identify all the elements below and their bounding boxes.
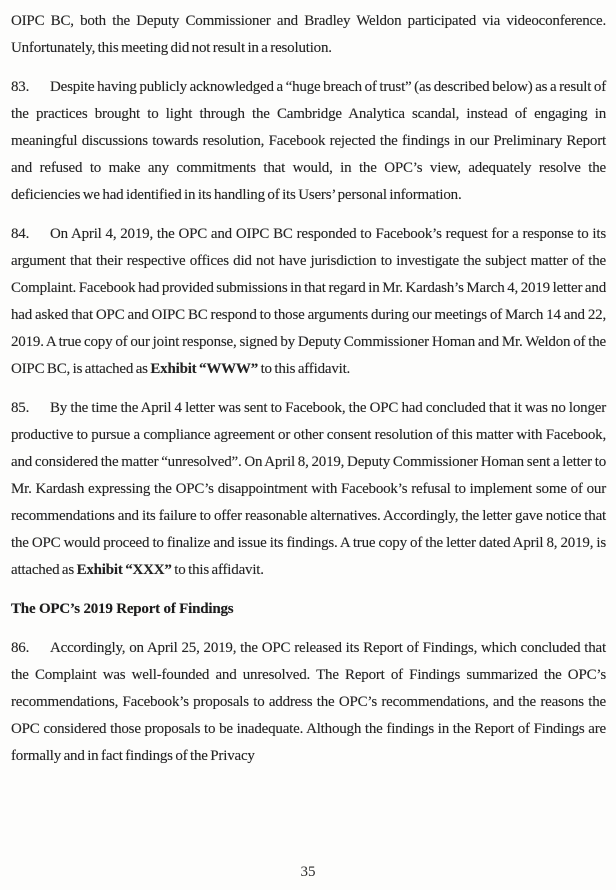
- paragraph-continuation: [11, 8, 606, 62]
- section-heading: The OPC’s 2019 Report of Findings: [11, 601, 234, 617]
- paragraph-number: 86.: [11, 640, 30, 656]
- paragraph-text: OIPC BC, both the Deputy Commissioner and Bradley Weldon participated via videoconference. Unfortunately, this meeting did not result in a resolution.: [11, 13, 606, 56]
- paragraph-83: [11, 74, 606, 209]
- paragraph-84: [11, 221, 606, 383]
- paragraph-number: 85.: [11, 400, 30, 416]
- exhibit-reference-www: Exhibit “WWW”: [150, 361, 259, 377]
- paragraph-text: Despite having publicly acknowledged a “huge breach of trust” (as described below) as a result of the practices brought to light through the Cambridge Analytica scandal, instead of engaging in meaningful discussions towards resolution, Facebook rejected the findings in our Preliminary Report and refused to make any commitments that would, in the OPC’s view, adequately resolve the deficiencies we had identified in its handling of its Users’ personal information.: [11, 79, 606, 203]
- paragraph-text: On April 4, 2019, the OPC and OIPC BC responded to Facebook’s request for a response to its argument that their respective offices did not have jurisdiction to investigate the subject matter of the Complaint. Facebook had provided submissions in that regard in Mr. Kardash’s March 4, 2019 letter and had asked that OPC and OIPC BC respond to those arguments during our meetings of March 14 and 22, 2019. A true copy of our joint response, signed by Deputy Commissioner Homan and Mr. Weldon of the OIPC BC, is attached as: [11, 226, 606, 377]
- paragraph-86: [11, 635, 606, 770]
- paragraph-text: Accordingly, on April 25, 2019, the OPC released its Report of Findings, which concluded that the Complaint was well-founded and unresolved. The Report of Findings summarized the OPC’s recommendations, Facebook’s proposals to address the OPC’s recommendations, and the reasons the OPC considered those proposals to be inadequate. Although the findings in the Report of Findings are formally and in fact findings of the Privacy: [11, 640, 606, 764]
- paragraph-number: 83.: [11, 79, 30, 95]
- paragraph-text: to this affidavit.: [171, 562, 264, 578]
- paragraph-85: [11, 395, 606, 584]
- paragraph-text: to this affidavit.: [258, 361, 351, 377]
- exhibit-reference-xxx: Exhibit “XXX”: [76, 562, 172, 578]
- paragraph-number: 84.: [11, 226, 30, 242]
- page-number: 35: [300, 864, 316, 880]
- paragraph-text: By the time the April 4 letter was sent to Facebook, the OPC had concluded that it was no longer productive to pursue a compliance agreement or other consent resolution of this matter with Facebook, and considered the matter “unresolved”. On April 8, 2019, Deputy Commissioner Homan sent a letter to Mr. Kardash expressing the OPC’s disappointment with Facebook’s refusal to implement some of our recommendations and its failure to offer reasonable alternatives. Accordingly, the letter gave notice that the OPC would proceed to finalize and issue its findings. A true copy of the letter dated April 8, 2019, is attached as: [11, 400, 606, 578]
